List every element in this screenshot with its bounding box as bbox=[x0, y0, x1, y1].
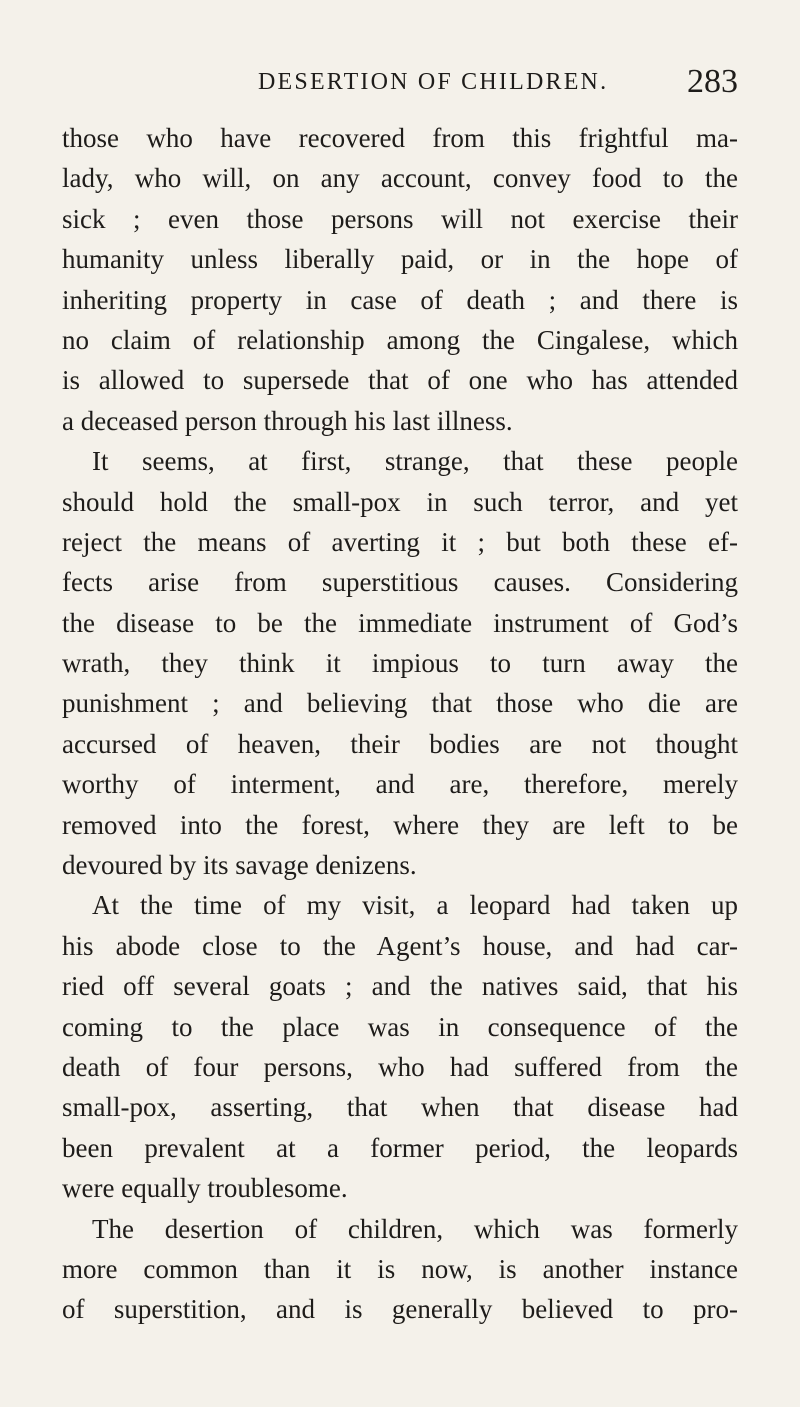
text-line: reject the means of averting it ; but both these ef- bbox=[62, 526, 738, 557]
text-line: accursed of heaven, their bodies are not thought bbox=[62, 728, 738, 759]
page-number: 283 bbox=[687, 63, 738, 100]
text-line: coming to the place was in consequence of the bbox=[62, 1011, 738, 1042]
text-line: been prevalent at a former period, the leopards bbox=[62, 1132, 738, 1163]
text-line: The desertion of children, which was formerly bbox=[92, 1213, 738, 1244]
text-line: of superstition, and is generally believed to pro- bbox=[62, 1294, 738, 1325]
text-line: At the time of my visit, a leopard had taken up bbox=[92, 890, 738, 921]
text-line: a deceased person through his last illness. bbox=[62, 405, 513, 436]
text-line: his abode close to the Agent’s house, and had car- bbox=[62, 930, 738, 961]
running-title: DESERTION OF CHILDREN. bbox=[258, 69, 609, 95]
text-line: the disease to be the immediate instrument of God’s bbox=[62, 607, 738, 638]
text-line: more common than it is now, is another instance bbox=[62, 1253, 738, 1284]
text-line: sick ; even those persons will not exercise their bbox=[62, 203, 738, 234]
text-line: wrath, they think it impious to turn away the bbox=[62, 648, 738, 679]
text-line: worthy of interment, and are, therefore, merely bbox=[62, 769, 738, 800]
text-line: lady, who will, on any account, convey food to the bbox=[62, 163, 738, 194]
text-line: ried off several goats ; and the natives said, that his bbox=[62, 971, 738, 1002]
text-line: removed into the forest, where they are left to be bbox=[62, 809, 738, 840]
text-line: no claim of relationship among the Cingalese, which bbox=[62, 324, 738, 355]
text-line: It seems, at first, strange, that these people bbox=[92, 446, 738, 477]
text-line: should hold the small-pox in such terror, and yet bbox=[62, 486, 738, 517]
text-line: were equally troublesome. bbox=[62, 1173, 348, 1204]
text-line: death of four persons, who had suffered from the bbox=[62, 1051, 738, 1082]
text-line: is allowed to supersede that of one who has attended bbox=[62, 365, 738, 396]
text-line: devoured by its savage denizens. bbox=[62, 850, 417, 881]
text-line: inheriting property in case of death ; and there is bbox=[62, 284, 738, 315]
running-head bbox=[62, 62, 738, 102]
body-text bbox=[62, 118, 738, 1330]
text-line: small-pox, asserting, that when that disease had bbox=[62, 1092, 738, 1123]
text-line: fects arise from superstitious causes. Considering bbox=[62, 567, 738, 598]
text-line: punishment ; and believing that those who die are bbox=[62, 688, 738, 719]
text-line: humanity unless liberally paid, or in the hope of bbox=[62, 244, 738, 275]
text-line: those who have recovered from this frightful ma- bbox=[62, 123, 738, 153]
